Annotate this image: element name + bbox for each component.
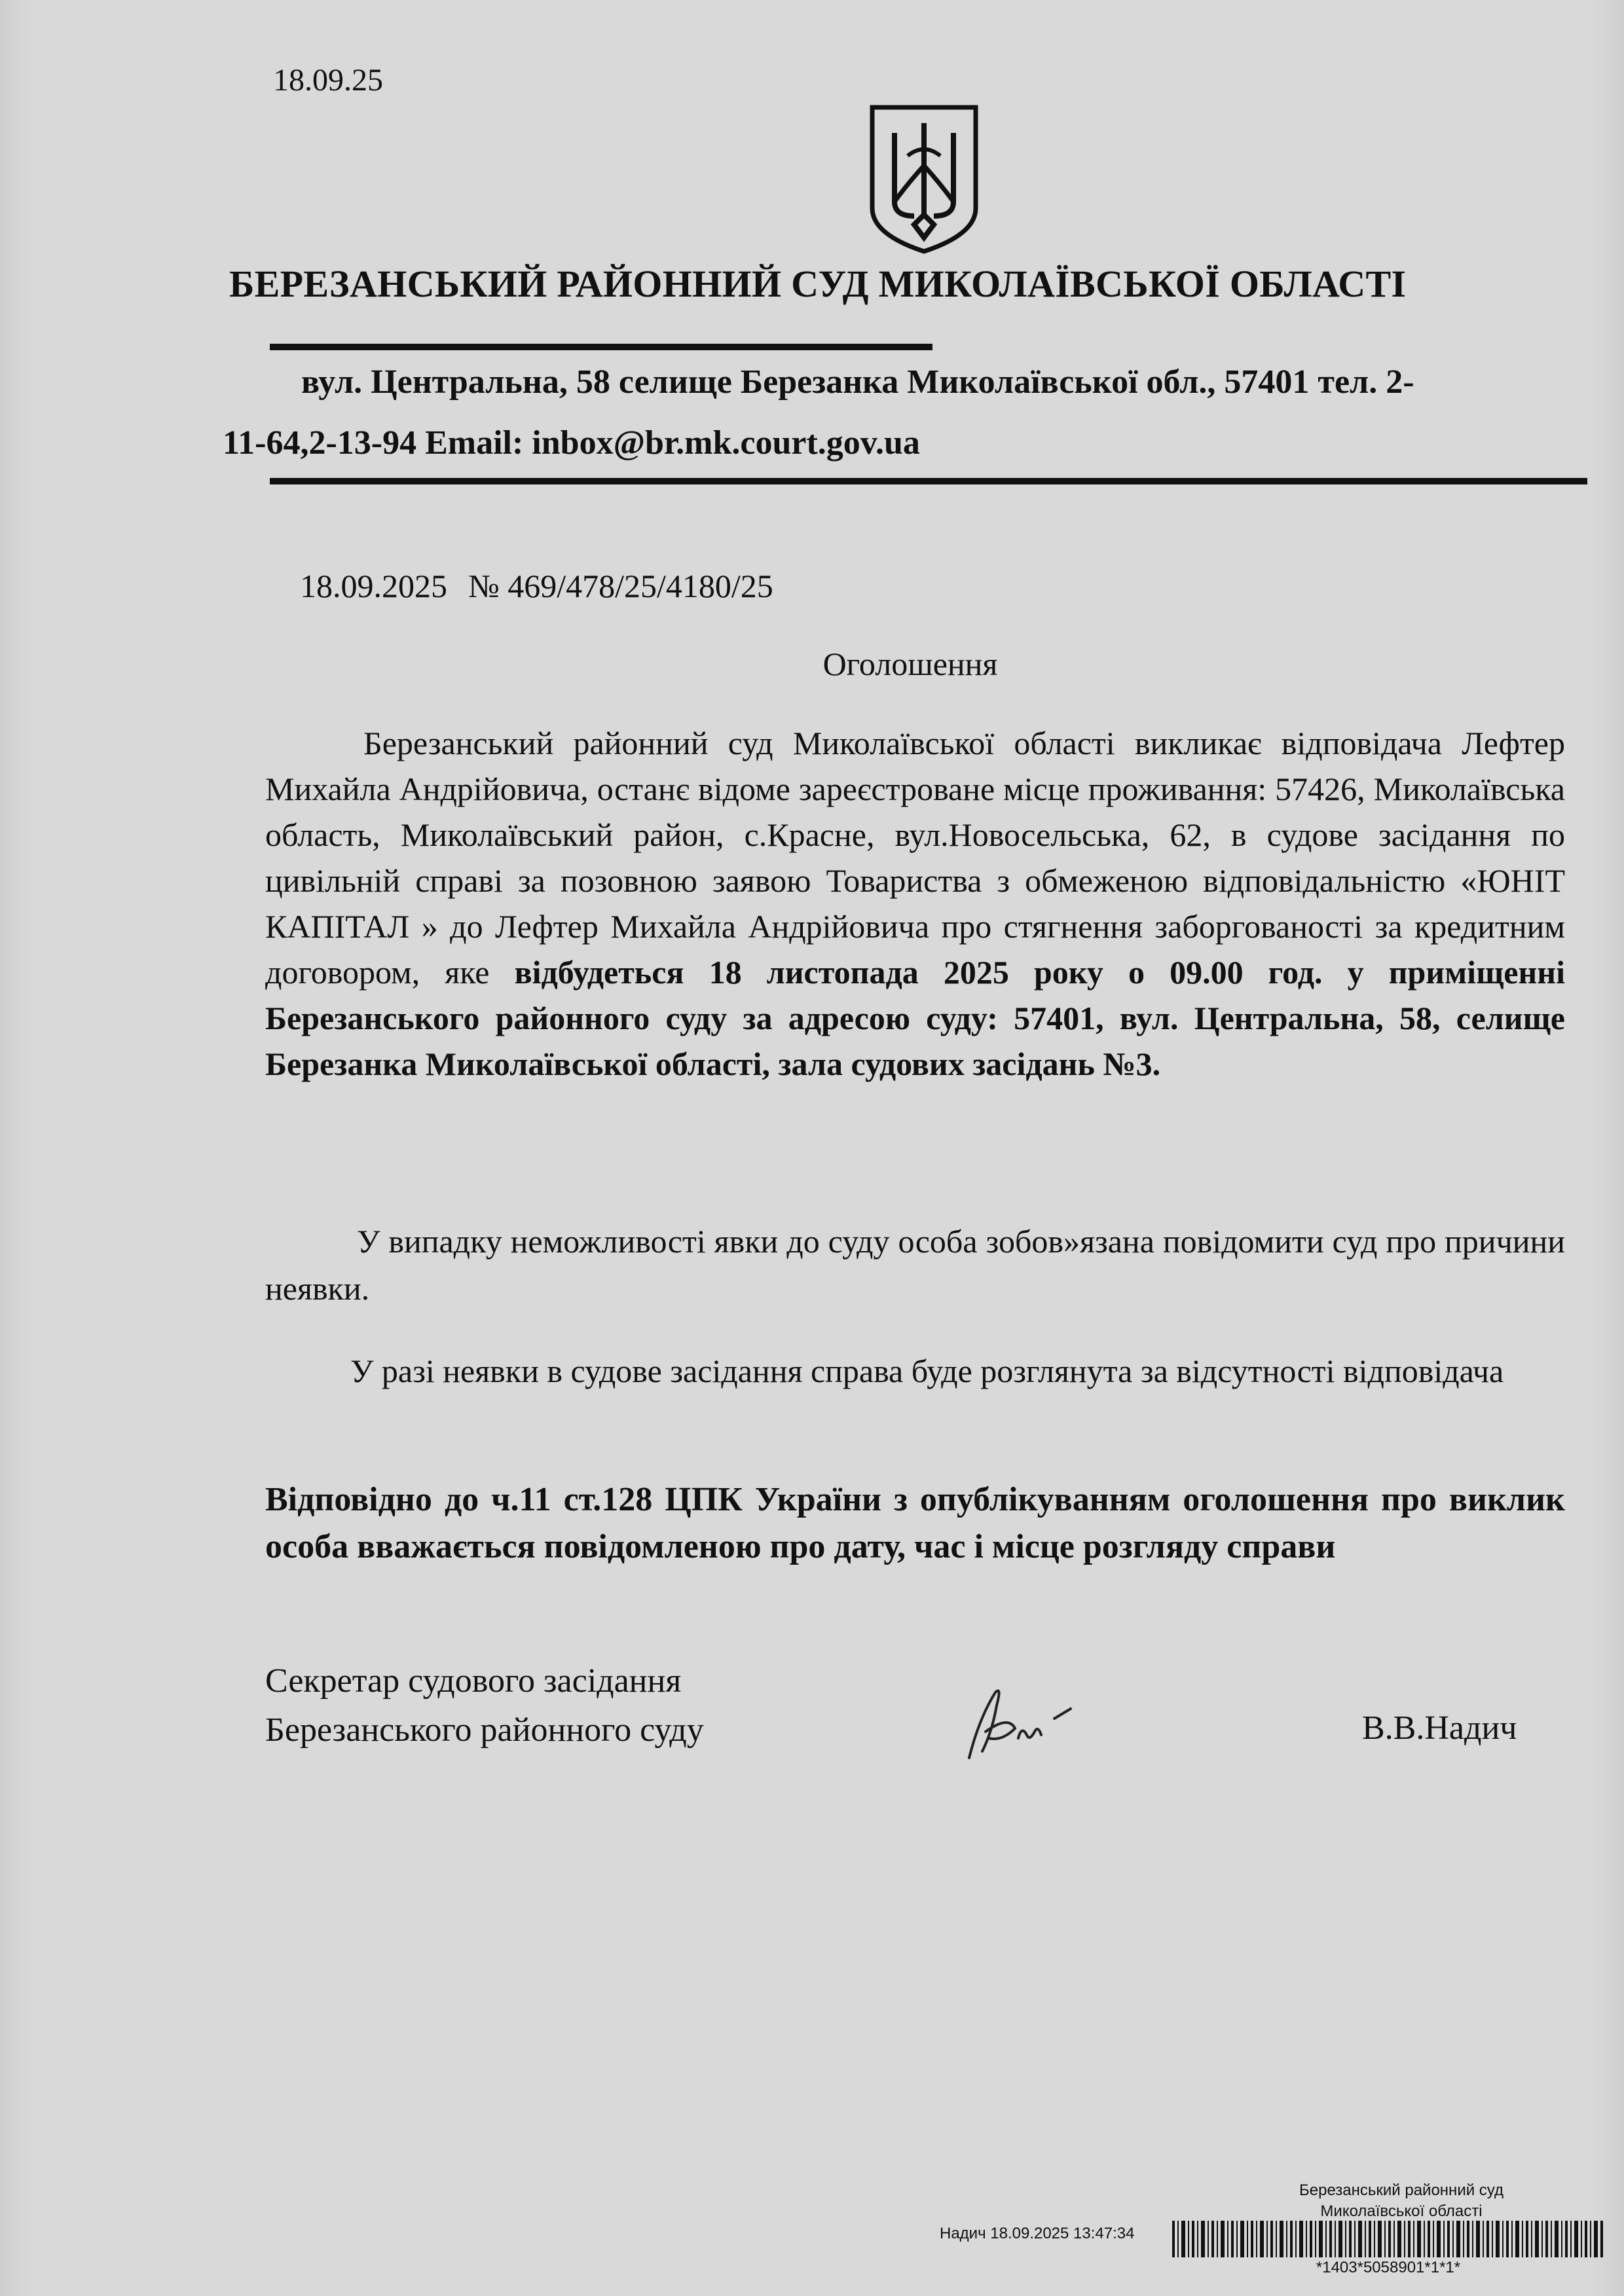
scan-date: 18.09.25 [273, 63, 383, 98]
outgoing-reference [300, 567, 794, 605]
announcement-heading: Оголошення [822, 646, 998, 682]
barcode-icon [1172, 2221, 1604, 2257]
paragraph-1-text: Березанський районний суд Миколаївської області викликає відповідача Лефтер Михайла Андрійовича, останє відоме зареєстроване місце проживання: 57426, Миколаївська область, Миколаївський район, с.Красне, вул.Новосельська, 62, в судове засідання по цивільній справі за позовною заявою Товариства з обмеженою відповідальністю «ЮНІТ КАПІТАЛ » до Лефтер Михайла Андрійовича про стягнення заборгованості за кредитним договором, яке [265, 725, 1565, 991]
header-divider-top [270, 344, 932, 350]
address-line-1: вул. Центральна, 58 селище Березанка Миколаївської обл., 57401 тел. 2- [301, 363, 1414, 401]
trident-emblem-icon [868, 103, 980, 255]
handwritten-signature [956, 1679, 1074, 1771]
stamp-court-line-2: Миколаївської області [1320, 2202, 1483, 2220]
outgoing-number: № 469/478/25/4180/25 [468, 568, 773, 604]
stamp-court-line-1: Березанський районний суд [1299, 2181, 1504, 2199]
hearing-details: відбудеться 18 листопада 2025 року о 09.00 год. у приміщенні Березанського районного суду за адресою суду: 57401, вул. Центральна, 58, селище Березанка Миколаївської області, зала судових засідань №3. [265, 954, 1565, 1082]
position-line-1: Секретар судового засідання [265, 1662, 682, 1700]
announcement-paragraph-4: Відповідно до ч.11 ст.128 ЦПК України з опублікуванням оголошення про виклик особа вважається повідомленою про дату, час і місце розгляду справи [265, 1481, 1565, 1565]
announcement-paragraph-2: У випадку неможливості явки до суду особа зобов»язана повідомити суд про причини неявки. [265, 1223, 1565, 1307]
signatory-name: В.В.Надич [1362, 1709, 1517, 1747]
address-line-2: 11-64,2-13-94 Email: inbox@br.mk.court.gov.ua [223, 424, 920, 462]
outgoing-date: 18.09.2025 [300, 568, 447, 604]
signatory-position [265, 1656, 704, 1755]
announcement-paragraph-1 [265, 720, 1565, 1087]
registration-user-timestamp: Надич 18.09.2025 13:47:34 [940, 2225, 1135, 2242]
barcode-number: *1403*5058901*1*1* [1316, 2259, 1461, 2276]
header-divider-bottom [270, 478, 1587, 484]
court-name-title: БЕРЕЗАНСЬКИЙ РАЙОННИЙ СУД МИКОЛАЇВСЬКОЇ ОБЛАСТІ [229, 263, 1407, 305]
position-line-2: Березанського районного суду [265, 1711, 704, 1749]
court-address [223, 352, 1565, 473]
registration-stamp-court [1244, 2180, 1559, 2222]
announcement-paragraph-3: У разі неявки в судове засідання справа буде розглянута за відсутності відповідача [350, 1353, 1504, 1389]
